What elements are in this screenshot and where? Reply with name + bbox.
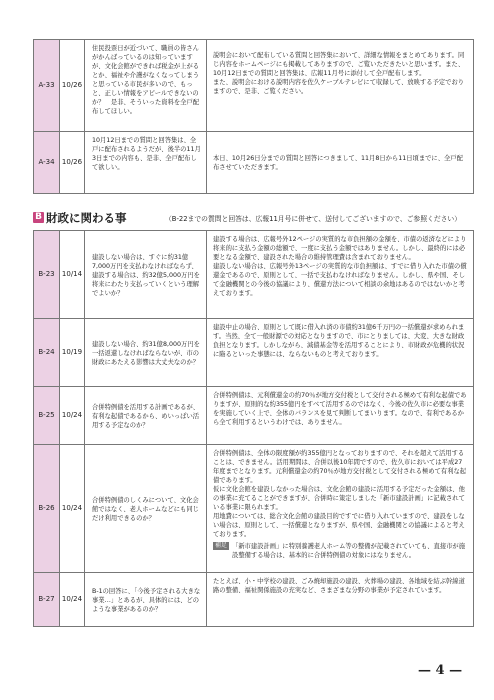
- row-date: 10/26: [60, 40, 85, 132]
- answer-cell: [207, 445, 474, 573]
- row-id: B-24: [34, 319, 60, 387]
- section-note: （B-22までの質問と回答は、広報11月号に併せて、送付してございますので、ご参照ください）: [165, 215, 462, 223]
- qa-table-b: [33, 230, 474, 627]
- row-id: B-26: [34, 445, 60, 573]
- answer-text: 建設する場合は、広報号外12ページの実質的な市負担額の金額を、市債の返済などにより将来的に支払う金額の総額で、一度に支払う金額ではありません。しかし、最終的には必要となる金額で、建設された場合の維持管理費は含まれておりません。 建設しない場合は、広報号外13ページの実質的な市負担額は、すでに借り入れた市債の償還金であるので、原則として、一括で支払わなければなりません。しかし、県や国、そして金融機関との今後の協議により、償還方法について相談の余地はあるのではないかと考えております。: [207, 231, 474, 319]
- answer-text: 本日、10月26日分までの質問と回答につきまして、11月8日から11日頃までに、全戸配布させていただきます。: [207, 132, 474, 194]
- table-row: [34, 445, 474, 573]
- table-row: [34, 319, 474, 387]
- row-date: 10/24: [60, 387, 85, 445]
- table-row: [34, 231, 474, 319]
- answer-text: たとえば、小・中学校の建設、ごみ焼却施設の建設、火葬場の建設、各地域を結ぶ幹線道路の整備、福祉関係施設の充実など、さまざまな分野の事業が予定されています。: [207, 573, 474, 627]
- supplement-text: 「新市建設計画」に特別養護老人ホーム等の整備が記載されていても、直接市が施設整備する場合は、基本的に合併特例債の対象にはなりません。: [232, 543, 465, 559]
- question-text: 合併特例債を活用する計画であるが、有利な起債であるから、めいっぱい活用する予定なのか？: [85, 387, 207, 445]
- answer-text: 合併特例債は、全体の限度額が約355億円となっておりますので、それを超えて活用することは、できません。活用期間は、合併以後10年間ですので、佐久市においては平成27年度までとなります。元利償還金の約70％が地方交付税として交付される極めて有利な起債であります。 仮に文化会館を建設しなかった場合は、文化会館の建設に活用する予定だった金額は、他の事業に充てることができますが、合併時に策定しました「新市建設計画」に記載されている事業に限られます。 用地費については、総合文化会館の建設目的ですでに借り入れていますので、建設をしない場合は、原則として、一括償還となりますが、県や国、金融機関との協議によると考えております。: [213, 450, 467, 538]
- row-date: 10/14: [60, 231, 85, 319]
- section-title: 財政に関わる事: [46, 211, 127, 225]
- row-date: 10/19: [60, 319, 85, 387]
- table-row: [34, 132, 474, 194]
- table-row: [34, 573, 474, 627]
- question-text: 合併特例債のしくみについて、文化会館ではなく、老人ホームなどにも同じだけ利用できるのか？: [85, 445, 207, 573]
- row-id: A-33: [34, 40, 60, 132]
- table-row: [34, 387, 474, 445]
- row-id: B-25: [34, 387, 60, 445]
- row-id: A-34: [34, 132, 60, 194]
- question-text: 10月12日までの質問と回答集は、全戸に配布されるようだが、後半の11月3日までの内容も、是非、全戸配布して欲しい。: [85, 132, 207, 194]
- supplement-tag: 補足: [215, 542, 228, 549]
- qa-table-a: [33, 39, 474, 194]
- row-date: 10/24: [60, 573, 85, 627]
- answer-text: 合併特例債は、元利償還金の約70％が地方交付税として交付される極めて有利な起債でありますが、原則的な約355億円をすべて活用するのではなく、今後の佐久市に必要な事業を実施していく上で、全体のバランスを見て判断してまいります。なので、有利であるから全て利用するというわけでは、ありません。: [207, 387, 474, 445]
- supplement-note: [213, 542, 468, 560]
- question-text: 建設しない場合、約31億8,000万円を一括返還しなければならないが、市の財政にあたえる影響は大丈夫なのか？: [85, 319, 207, 387]
- question-text: B-1の回答に、「今後予定される大きな事業…」とあるが、具体的には、どのような事業があるのか？: [85, 573, 207, 627]
- question-text: 住民投票日が近づいて、職員の皆さんがかんばっているのは知っていますが、文化会館ができれば税金が上がるとか、福祉や介護がなくなってしまうと思っている市民が多いので、もっと、正しい情報をアピールできないのか？ 是非、そういった資料を全戸配布してほしい。: [85, 40, 207, 132]
- answer-text: 説明会において配布している質問と回答集において、詳細な情報をまとめてあります。同じ内容をホームページにも掲載してありますので、ご覧いただきたいと思います。また、10月12日までの質問と回答集は、広報11月号に添付して全戸配布します。 また、説明会における説明内容を佐久ケーブルテレビにて収録して、放映する予定でおりますので、是非、ご覧ください。: [207, 40, 474, 132]
- answer-text: 建設中止の場合、原則として既に借入れ済の市債約31億6千万円の一括償還が求められます。当然、全て一般財源での対応となりますので、市にとりましては、大変、大きな財政負担となります。しかしながら、減債基金等を活用することにより、市財政が危機的状況に陥るといった事態には、ならないものと考えております。: [207, 319, 474, 387]
- section-badge: B: [33, 212, 44, 223]
- row-id: B-23: [34, 231, 60, 319]
- question-text: 建設しない場合は、すぐに約31億7,000万円を支払わなければならず、建設する場合は、約32億5,000万円を将来にわたり支払っていくという理解でよいか？: [85, 231, 207, 319]
- page-number: — 4 —: [418, 663, 463, 678]
- row-id: B-27: [34, 573, 60, 627]
- row-date: 10/24: [60, 445, 85, 573]
- table-row: [34, 40, 474, 132]
- row-date: 10/26: [60, 132, 85, 194]
- section-heading: [33, 211, 478, 225]
